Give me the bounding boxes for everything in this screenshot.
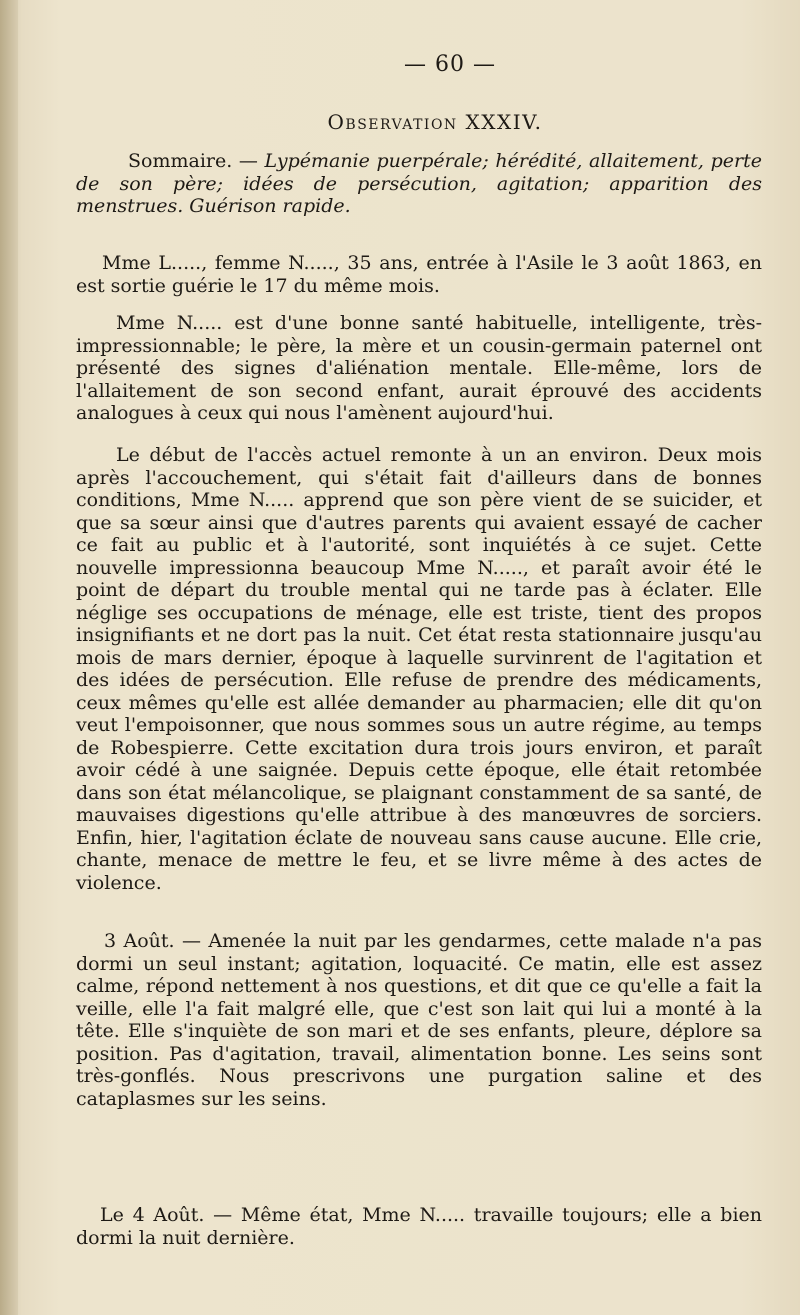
paragraph-august-3: 3 Août. — Amenée la nuit par les gendarmes, cette malade n'a pas dormi un seul instant; agitation, loquacité. Ce matin, elle est assez calme, répond nettement à nos questions, et dit que ce qu'elle a fait la veille, elle l'a fait malgré elle, que c'est son lait qui lui a monté à la tête. Elle s'inquiète de son mari et de ses enfants, pleure, déplore sa position. Pas d'agitation, travail, alimentation bonne. Les seins sont très-gonflés. Nous prescrivons une purgation saline et des cataplasmes sur les seins. [76,930,762,1110]
summary-paragraph [76,150,762,218]
book-spine-shadow [0,0,18,1315]
paragraph-august-4: Le 4 Août. — Même état, Mme N..... travaille toujours; elle a bien dormi la nuit dernière. [76,1204,762,1249]
page-number: — 60 — [404,52,496,77]
summary-label: Sommaire. — [128,150,265,172]
summary-text: Lypémanie puerpérale; hérédité, allaitement, perte de son père; idées de persécution, agitation; apparition des menstrues. Guérison rapide. [76,150,762,217]
observation-title: Observation XXXIV. [327,110,543,134]
paragraph-history: Mme N..... est d'une bonne santé habituelle, intelligente, très-impressionnable; le père, la mère et un cousin-germain paternel ont présenté des signes d'aliénation mentale. Elle-même, lors de l'allaitement de son second enfant, aurait éprouvé des accidents analogues à ceux qui nous l'amènent aujourd'hui. [76,312,762,424]
paragraph-onset: Le début de l'accès actuel remonte à un an environ. Deux mois après l'accouchement, qui s'était fait d'ailleurs dans de bonnes conditions, Mme N..... apprend que son père vient de se suicider, et que sa sœur ainsi que d'autres parents qui avaient essayé de cacher ce fait au public et à l'autorité, sont inquiétés à ce sujet. Cette nouvelle impressionna beaucoup Mme N....., et paraît avoir été le point de départ du trouble mental qui ne tarde pas à éclater. Elle néglige ses occupations de ménage, elle est triste, tient des propos insignifiants et ne dort pas la nuit. Cet état resta stationnaire jusqu'au mois de mars dernier, époque à laquelle survinrent de l'agitation et des idées de persécution. Elle refuse de prendre des médicaments, ceux mêmes qu'elle est allée demander au pharmacien; elle dit qu'on veut l'empoisonner, que nous sommes sous un autre régime, au temps de Robespierre. Cette excitation dura trois jours environ, et paraît avoir cédé à une saignée. Depuis cette époque, elle était retombée dans son état mélancolique, se plaignant constamment de sa santé, de mauvaises digestions qu'elle attribue à des manœuvres de sorciers. Enfin, hier, l'agitation éclate de nouveau sans cause aucune. Elle crie, chante, menace de mettre le feu, et se livre même à des actes de violence. [76,444,762,894]
paragraph-admission: Mme L....., femme N....., 35 ans, entrée à l'Asile le 3 août 1863, en est sortie guérie le 17 du même mois. [76,252,762,297]
